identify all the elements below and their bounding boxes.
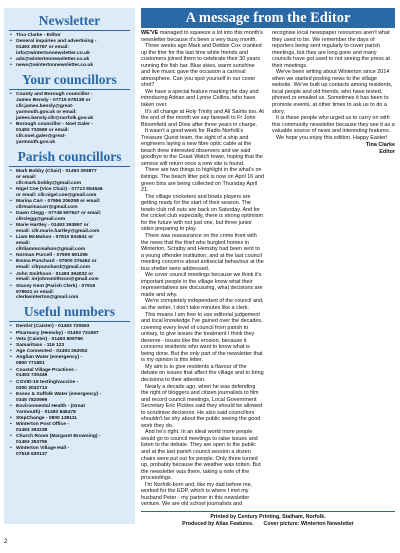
sidebar-section	[9, 149, 130, 302]
contact-item	[9, 355, 130, 367]
contact-item	[9, 223, 130, 235]
contact-item	[9, 446, 130, 458]
contact-line: • Coastal Village Practices -	[16, 367, 77, 373]
lead-word: WE'VE	[141, 30, 159, 36]
contact-item	[9, 272, 130, 284]
contact-line: yarmouth.gov.uk or email:	[16, 110, 77, 116]
section-heading: Parish councillors	[17, 148, 122, 164]
contact-item	[9, 235, 130, 253]
contact-line: 01493 730449	[16, 373, 48, 379]
section-divider	[9, 166, 130, 167]
contact-line: • Tina Clarke - Editor	[16, 33, 61, 38]
contact-line: 0300 3032713	[16, 385, 48, 391]
section-heading: Newsletter	[38, 13, 101, 28]
article-paragraph: We've been writing about Winterton since 2014 when we started posting news to the village website. We've built up contacts among residents, local people and old friends, who have texted, phoned or emailed us. Sometimes it has been to promote events, at other times to ask us to do a story.	[272, 69, 393, 115]
contact-item	[9, 331, 130, 337]
contact-line: • Dawn Clegg - 07748 597647 or email:	[16, 211, 102, 217]
article-paragraph: There was reassurance on the crime front with the news that the thief who burgled homes in Winterton, Scratby and Hemsby had been sent to a young offender institution, and at the last council meeting concerns about antisocial behaviour at the bus shelter were addressed.	[141, 232, 264, 272]
article-paragraph: We cover council meetings because we think it's important people in the village know what their representatives are discussing, what decisions are made and why.	[141, 272, 263, 298]
article-paragraph: It wasn't a good week for Radio Norfolk's Treasure Quest team, the sight of a ship and engineers laying a new fibre optic cable at the beach drew interested observers and we said goodbye to the Coast Watch tower, hoping that the service will return once a new site is found.	[141, 128, 263, 167]
contact-line: 01493 393755	[16, 440, 48, 446]
contact-list	[9, 169, 130, 302]
contact-line: yarmouth.gov.uk	[16, 139, 56, 145]
article-paragraph: We have a special feature marking the day and introducing Adrian and Lynne Collins, who have taken over.	[141, 88, 259, 109]
contact-line: • County and Borough councillor -	[16, 92, 93, 98]
contact-line: cllrmarinacarr@gmail.com	[16, 204, 78, 210]
contact-line: • Liam McMahon - 07810 834941 or	[16, 235, 94, 241]
contact-item	[9, 434, 130, 446]
section-divider	[9, 321, 130, 322]
contact-line: • Mark Bobby (Chair) - 01493 393877	[16, 168, 97, 174]
contact-line: • Samaritans - 116 123	[16, 343, 65, 348]
article-paragraph: I'm Norfolk-born and, like my dad before me, worked for the EDP, which is where I met my husband Peter - my partner in this newsletter venture. We are old school journalists and recognise local newspaper resources aren't what they used to be. We remember the days of reporters being sent regularly to cover parish meetings, but they are long gone and many councils have got used to not seeing the press at their meetings.	[141, 30, 390, 508]
editor-message-title: A message from the Editor	[141, 8, 395, 28]
cover-picture-credit: Cover picture: Winterton Newsletter	[263, 520, 354, 527]
sidebar-section	[9, 13, 130, 69]
article-paragraph: It's all change at Holy Trinity and All Saints too. At the end of the month we say farewell to Fr John Bloomfield and Dixie after three years in charge.	[141, 108, 264, 128]
contact-line: • Winterton Village Hall -	[16, 446, 70, 452]
editor-signoff	[272, 142, 395, 155]
contact-line: email: cllr.marie.hartley@gmail.com	[16, 229, 100, 235]
section-divider	[9, 30, 130, 31]
contact-line: or email: cllr.nigel.coe@gmail.com	[16, 192, 97, 198]
contact-item	[9, 422, 130, 434]
contact-line: james.bensly.cllr@norfolk.gov.uk	[16, 115, 94, 121]
contact-item	[9, 169, 130, 187]
contact-line: email:	[16, 241, 31, 247]
signoff-name: Tina Clarke	[365, 142, 395, 149]
contact-item	[9, 259, 130, 271]
contact-line: • Environmental Health - (Great	[16, 403, 86, 409]
contact-item	[9, 337, 130, 343]
contact-line: 978921 or email:	[16, 289, 55, 295]
printed-by: Printed by Century Printing, Stalham, Norfolk.	[210, 514, 326, 520]
contact-item	[9, 211, 130, 223]
contact-line: • Dentist (Caister) - 01493 720663	[16, 324, 90, 330]
contact-item	[9, 404, 130, 416]
contact-line: • Essex & Suffolk Water (emergency) -	[16, 391, 102, 397]
contact-item	[9, 39, 130, 57]
contact-line: • Anglian Water (emergency) -	[16, 355, 83, 361]
contact-line: info@wintertonnewsletter.co.uk	[16, 51, 90, 57]
contact-line: 0345 7820999	[16, 397, 48, 403]
contact-line: • Age Connected - 01493 262052	[16, 349, 88, 355]
contact-item	[9, 392, 130, 404]
produced-by: Produced by Atlas Features.	[182, 520, 254, 527]
contact-item	[9, 324, 130, 330]
contact-item	[9, 63, 130, 69]
contact-line: clerkwinterton@gmail.com	[16, 295, 79, 301]
contact-line: • Borough councillor - Noel Galer -	[16, 122, 93, 128]
page-number: 2	[4, 538, 8, 545]
contact-line: 07518 630137	[16, 452, 48, 458]
sidebar-section	[9, 304, 130, 458]
contact-line: cllr.mark.bobby@gmail.com	[16, 180, 82, 186]
contact-line: • Vets (Caister) - 01493 809766	[16, 336, 83, 342]
contact-line: Yarmouth) - 01493 846478	[16, 409, 76, 415]
signoff-role: Editor	[379, 148, 395, 155]
contact-line: email: cllrpunchard@gmail.com	[16, 265, 91, 271]
sidebar	[4, 8, 135, 524]
contact-line: • Church Room (Margaret Browning) -	[16, 434, 101, 440]
article-paragraph: And he's right. In an ideal world more people would go to council meetings to raise issues and listen to the debate. They are open to the public and at the last parish council session a dozen chairs were put out for people. Only three turned up, probably because the weather was rotten. But the newsletter was there, taking a note of the proceedings.	[141, 429, 261, 482]
article-paragraph: The village cricketers and bowls players are getting ready for the start of their season. The bowls club roll outs are back on Saturday. And for the cricket club especially, there is strong optimism for the future with not just one, but three junior sides preparing to play.	[141, 193, 263, 233]
contact-list	[9, 33, 130, 69]
contact-line: • Norman Purcell - 07909 591295	[16, 253, 88, 259]
article-paragraph: Three weeks ago Mark and Debbie Cox cranked up the frier for the last time while friends and customers joined them to celebrate their 30 years running the fish bar. Blue skies, warm sunshine and live music gave the occasion a carnival atmosphere. Can you spot yourself in our cover shot?	[141, 43, 262, 89]
contact-list	[9, 92, 130, 145]
contact-item	[9, 380, 130, 392]
contact-line: • Marie Hartley - 01493 393897 or	[16, 223, 89, 229]
contact-item	[9, 187, 130, 199]
contact-item	[9, 416, 130, 422]
contact-line: • Pharmacy (Hemsby) - 01493 731697	[16, 330, 99, 336]
contact-line: James Bensly - 07715 678138 or	[16, 98, 91, 104]
contact-line: or email:	[16, 174, 37, 180]
credits	[141, 511, 395, 527]
article-paragraph: Nearly a decade ago, when he was defending the right of bloggers and citizen journalists to film and record council meetings, Local Government Secretary Eric Pickles said they should be allowed to scrutinise decisions. He also said councillors shouldn't be shy about the public seeing the good work they do.	[141, 383, 263, 429]
contact-line: • news@wintertonnewsletter.co.uk	[16, 63, 94, 69]
article-paragraph: This means I am free to use editorial judgement and local knowledge I've gained over the decades, covering every level of council from parish to unitary, to give issues the treatment I think they deserve - issues like the erosion, because it concerns residents who want to know what is being done. But the only part of the newsletter that is my opinion is this letter.	[141, 311, 263, 364]
editor-message-body	[141, 30, 395, 510]
article-paragraph: WE'VE managed to squeeze a lot into this month's newsletter because it's been a very busy month.	[141, 30, 264, 43]
contact-line: • ads@wintertonnewsletter.co.uk	[16, 57, 90, 63]
contact-line: • Emma Punchard - 07900 376462 or	[16, 259, 97, 265]
contact-item	[9, 122, 130, 146]
contact-line: • John Smithson - 01493 394032 or	[16, 271, 94, 277]
article-paragraph: We hope you enjoy this edition. Happy Easter!	[276, 134, 388, 141]
contact-item	[9, 92, 130, 122]
contact-line: 01493 732669 or email:	[16, 128, 70, 134]
sidebar-section	[9, 72, 130, 145]
contact-line: cllr.noel.galer@great-	[16, 133, 66, 139]
contact-line: • StepChange - 0800 138111	[16, 415, 77, 421]
contact-line: • Nigel Coe (Vice Chair) - 07713 654546	[16, 186, 103, 192]
contact-line: cllr.james.bensly@great-	[16, 104, 74, 110]
contact-list	[9, 324, 130, 458]
article-paragraph: We're completely independent of the council and, as the writer, I don't take minutes like a clerk.	[141, 298, 264, 311]
section-heading: Your councillors	[22, 72, 117, 88]
section-divider	[9, 89, 130, 90]
article-paragraph: It is these people who urged us to carry on with this community newsletter because they see it as a valuable source of news and interesting features.	[272, 115, 395, 135]
contact-line: cllrclegg@gmail.com	[16, 216, 66, 222]
contact-line: 0800 771881	[16, 361, 45, 367]
contact-line: • COVID-19 testing/vaccine -	[16, 379, 79, 385]
contact-line: email: mrjohnsmithson@gmail.com	[16, 277, 99, 283]
contact-item	[9, 284, 130, 302]
article-paragraph: There are two things to highlight in the what's on listings. The beach litter pick is now on April 16 and green bins are being collected on Thursday April 21.	[141, 167, 264, 194]
article-paragraph: My aim is to give residents a flavour of the debate on issues that affect the village and to bring decisions to their attention.	[141, 363, 264, 383]
contact-line: • Winterton Post Office -	[16, 422, 69, 428]
contact-item	[9, 368, 130, 380]
contact-line: • Stacey Kent (Parish Clerk) - 07918	[16, 283, 96, 289]
contact-item	[9, 199, 130, 211]
contact-line: • Marina Carr - 07956 206258 or email:	[16, 198, 101, 204]
contact-line: 01493 393238	[16, 428, 48, 434]
contact-line: cllrliammcmahon@gmail.com	[16, 247, 86, 253]
contact-line: 01493 393767 or email:	[16, 45, 70, 51]
contact-line: • General inquiries and advertising -	[16, 39, 97, 45]
section-heading: Useful numbers	[23, 304, 116, 320]
